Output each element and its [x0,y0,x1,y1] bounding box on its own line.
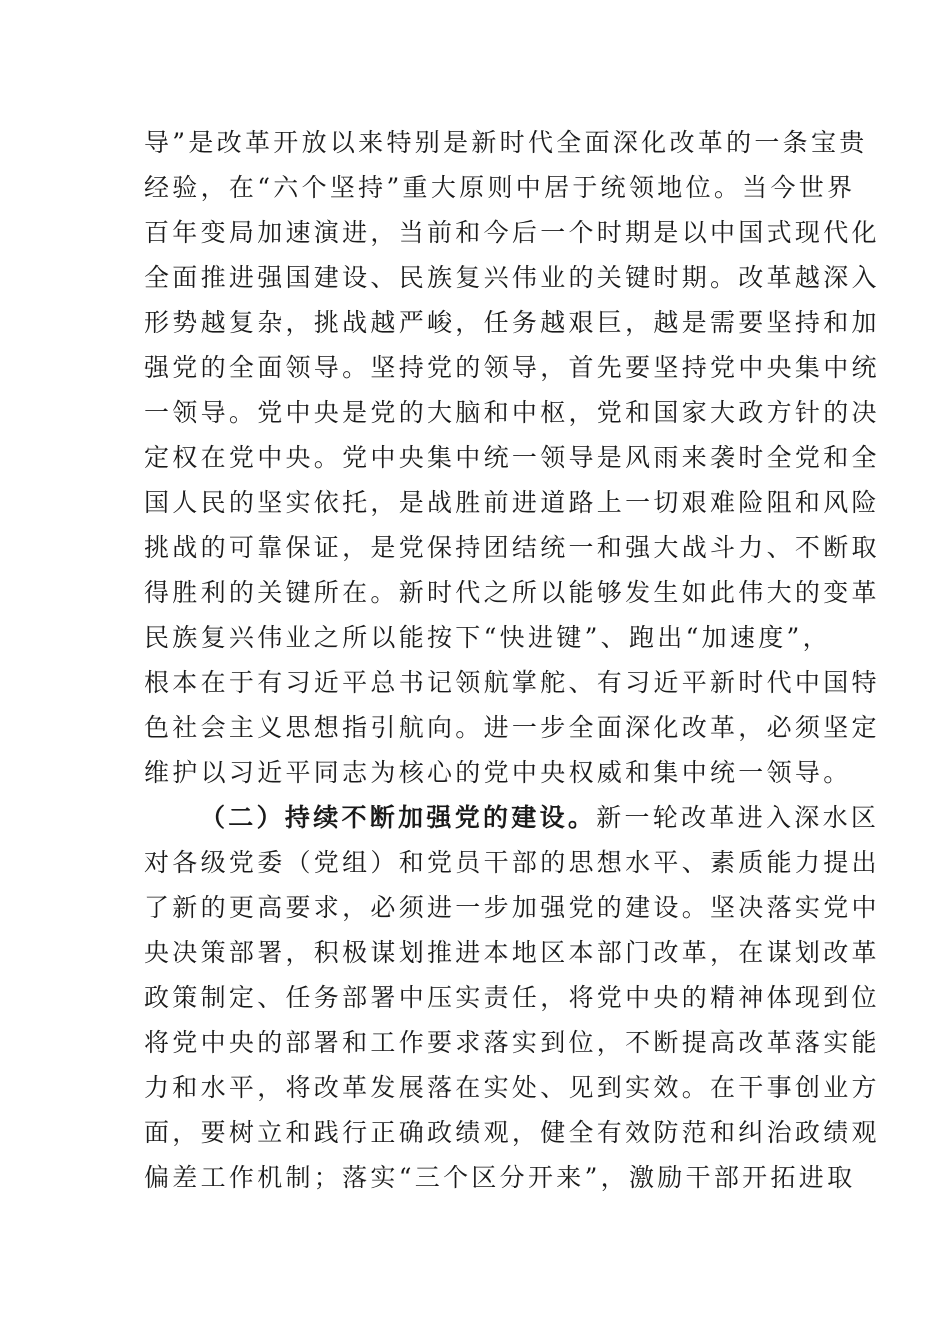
paragraph-line: 根本在于有习近平总书记领航掌舵、有习近平新时代中国特 [144,668,880,697]
paragraph-line: 挑战的可靠保证，是党保持团结统一和强大战斗力、不断取 [144,533,880,562]
paragraph-line: 力和水平，将改革发展落在实处、见到实效。在干事创业方 [144,1073,880,1102]
paragraph-line: 一领导。党中央是党的大脑和中枢，党和国家大政方针的决 [144,398,880,427]
paragraph-line: 强党的全面领导。坚持党的领导，首先要坚持党中央集中统 [144,353,880,382]
paragraph-line: 了新的更高要求，必须进一步加强党的建设。坚决落实党中 [144,893,880,922]
paragraph-line: 百年变局加速演进，当前和今后一个时期是以中国式现代化 [144,218,880,247]
document-body [144,120,880,1200]
paragraph-line: 导”是改革开放以来特别是新时代全面深化改革的一条宝贵 [144,128,868,157]
paragraph-line: 国人民的坚实依托，是战胜前进道路上一切艰难险阻和风险 [144,488,880,517]
paragraph-line: 形势越复杂，挑战越严峻，任务越艰巨，越是需要坚持和加 [144,308,880,337]
paragraph-line: 央决策部署，积极谋划推进本地区本部门改革，在谋划改革 [144,938,880,967]
paragraph-line: 政策制定、任务部署中压实责任，将党中央的精神体现到位 [144,983,880,1012]
paragraph-line: 得胜利的关键所在。新时代之所以能够发生如此伟大的变革 [144,578,880,607]
paragraph-line: 民族复兴伟业之所以能按下“快进键”、跑出“加速度”， [144,623,831,652]
heading-line-rest: 新一轮改革进入深水区 [596,803,880,832]
section-heading: （二）持续不断加强党的建设。 [200,803,597,832]
paragraph-line: 面，要树立和践行正确政绩观，健全有效防范和纠治政绩观 [144,1118,880,1147]
paragraph-line: 经验，在“六个坚持”重大原则中居于统领地位。当今世界 [144,173,856,202]
paragraph-line: 将党中央的部署和工作要求落实到位，不断提高改革落实能 [144,1028,880,1057]
paragraph-line: 偏差工作机制；落实“三个区分开来”，激励干部开拓进取 [144,1163,856,1192]
paragraph-line: 定权在党中央。党中央集中统一领导是风雨来袭时全党和全 [144,443,880,472]
paragraph-line: 对各级党委（党组）和党员干部的思想水平、素质能力提出 [144,848,880,877]
paragraph-line: 全面推进强国建设、民族复兴伟业的关键时期。改革越深入 [144,263,880,292]
paragraph-line: 维护以习近平同志为核心的党中央权威和集中统一领导。 [144,758,852,787]
paragraph-line: 色社会主义思想指引航向。进一步全面深化改革，必须坚定 [144,713,880,742]
section-heading-line [144,795,880,840]
